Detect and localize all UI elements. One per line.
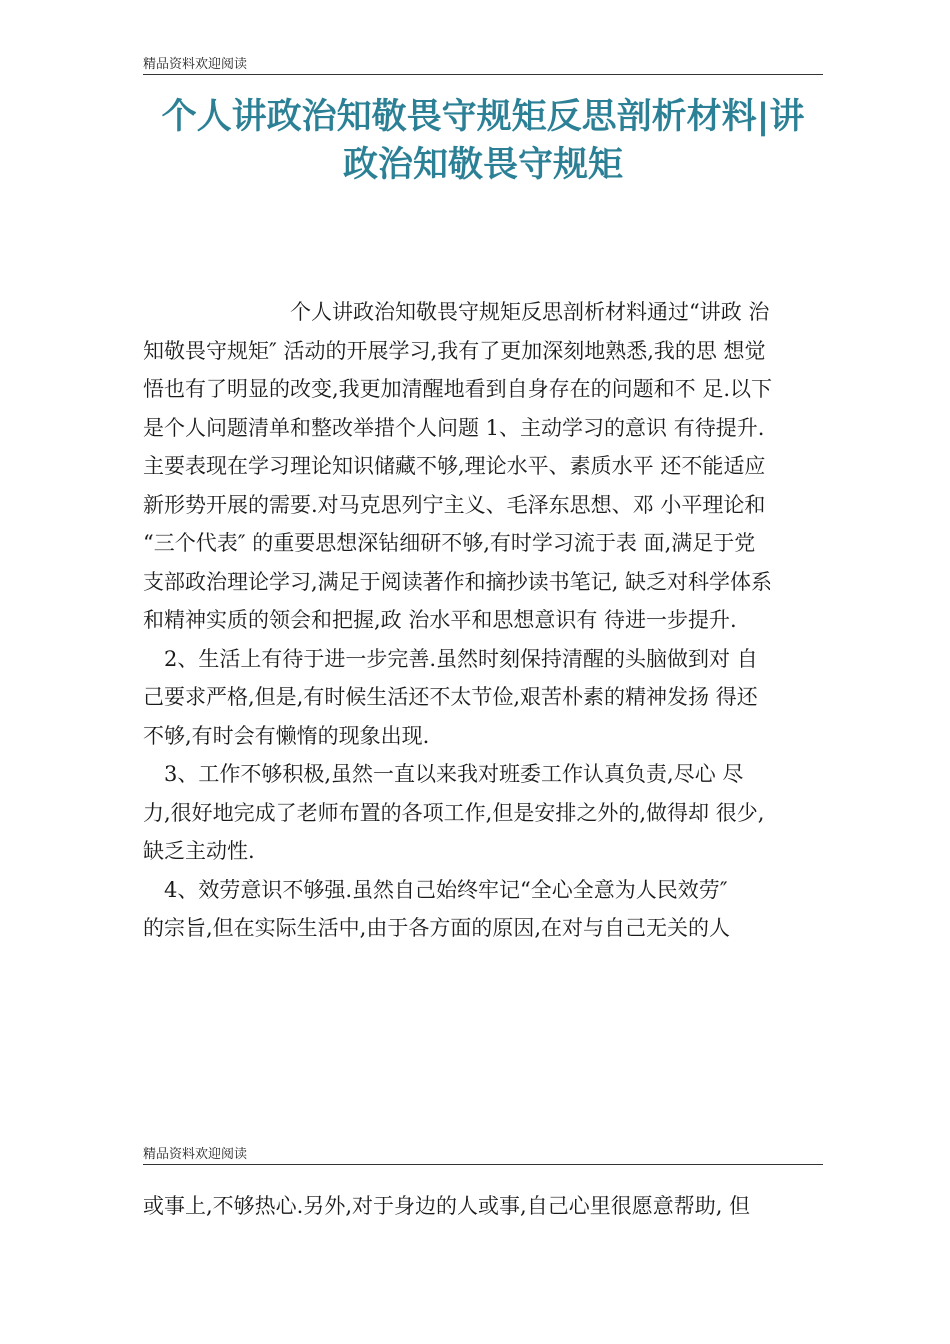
text-line: 支部政治理论学习,满足于阅读著作和摘抄读书笔记, 缺乏对科学体系 xyxy=(143,569,773,594)
header-text: 精品资料欢迎阅读 xyxy=(143,57,248,72)
text-line: 和精神实质的领会和把握,政 治水平和思想意识有 待进一步提升. xyxy=(143,608,737,632)
text-line: 是个人问题清单和整改举措个人问题 1、主动学习的意识 有待提升. xyxy=(143,415,765,440)
text-line: 知敬畏守规矩″ 活动的开展学习,我有了更加深刻地熟悉,我的思 想觉 xyxy=(143,338,766,363)
running-header xyxy=(143,57,823,75)
text-line: 4、效劳意识不够强.虽然自己始终牢记“全心全意为人民效劳″ xyxy=(143,877,728,902)
running-header-page-2 xyxy=(143,1147,823,1165)
text-line: 力,很好地完成了老师布置的各项工作,但是安排之外的,做得却 很少, xyxy=(143,800,765,825)
text-line: 不够,有时会有懒惰的现象出现. xyxy=(143,723,430,748)
body-text-page-1 xyxy=(143,293,823,948)
text-line: 主要表现在学习理论知识储藏不够,理论水平、素质水平 还不能适应 xyxy=(143,454,766,478)
body-text-page-2 xyxy=(143,1187,823,1226)
title-line-1: 个人讲政治知敬畏守规矩反思剖析材料|讲 xyxy=(161,97,805,137)
text-line: 己要求严格,但是,有时候生活还不太节俭,艰苦朴素的精神发扬 得还 xyxy=(143,685,758,709)
text-line: 个人讲政治知敬畏守规矩反思剖析材料通过“讲政 治 xyxy=(143,300,770,324)
document-title xyxy=(143,93,823,189)
text-line: 2、生活上有待于进一步完善.虽然时刻保持清醒的头脑做到对 自 xyxy=(143,646,758,671)
header-text: 精品资料欢迎阅读 xyxy=(143,1147,248,1162)
title-line-2: 政治知敬畏守规矩 xyxy=(342,145,623,185)
text-line: 3、工作不够积极,虽然一直以来我对班委工作认真负责,尽心 尽 xyxy=(143,762,744,786)
text-line: 的宗旨,但在实际生活中,由于各方面的原因,在对与自己无关的人 xyxy=(143,916,731,940)
text-line: 悟也有了明显的改变,我更加清醒地看到自身存在的问题和不 足.以下 xyxy=(143,377,773,401)
text-line: “三个代表″ 的重要思想深钻细研不够,有时学习流于表 面,满足于党 xyxy=(143,531,756,555)
text-line: 缺乏主动性. xyxy=(143,839,255,863)
text-line: 新形势开展的需要.对马克思列宁主义、毛泽东思想、邓 小平理论和 xyxy=(143,492,766,517)
text-line: 或事上,不够热心.另外,对于身边的人或事,自己心里很愿意帮助, 但 xyxy=(143,1194,751,1218)
